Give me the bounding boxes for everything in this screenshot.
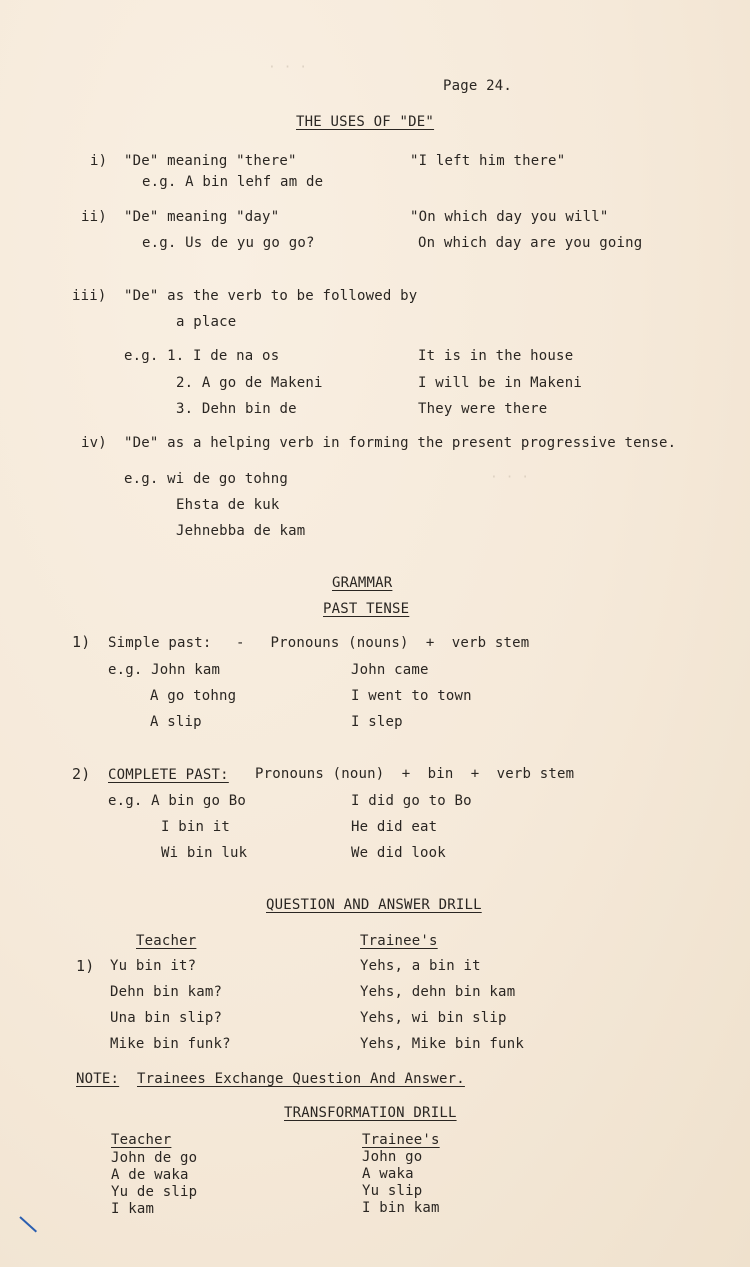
td-col-trainee: Trainee's	[362, 1132, 440, 1148]
section-label: COMPLETE PAST:	[108, 767, 229, 783]
grammar-krio: A go tohng	[150, 688, 237, 704]
note-label: NOTE:	[76, 1071, 120, 1087]
use-heading: "De" as the verb to be followed by	[124, 288, 418, 304]
grammar-krio: Wi bin luk	[161, 845, 248, 861]
qa-question: Una bin slip?	[110, 1010, 223, 1026]
td-teacher: A de waka	[111, 1167, 189, 1183]
qa-answer: Yehs, wi bin slip	[360, 1010, 507, 1026]
qa-answer: Yehs, a bin it	[360, 958, 481, 974]
section-formula: Pronouns (noun) + bin + verb stem	[255, 766, 575, 782]
qa-question: Yu bin it?	[110, 958, 197, 974]
use-heading: "De" as a helping verb in forming the present progressive tense.	[124, 435, 677, 451]
section-number: 2)	[72, 765, 91, 783]
use-heading: "De" meaning "day"	[124, 209, 280, 225]
qa-drill-heading: QUESTION AND ANSWER DRILL	[266, 897, 482, 913]
grammar-english: I slep	[351, 714, 403, 730]
qa-question: Mike bin funk?	[110, 1036, 231, 1052]
grammar-krio: A slip	[150, 714, 202, 730]
page-title: THE USES OF "DE"	[296, 114, 435, 130]
note-text: Trainees Exchange Question And Answer.	[137, 1071, 465, 1087]
transformation-drill-heading: TRANSFORMATION DRILL	[284, 1105, 457, 1121]
grammar-english: We did look	[351, 845, 446, 861]
td-trainee: Yu slip	[362, 1183, 423, 1199]
past-tense-heading: PAST TENSE	[323, 601, 410, 617]
use-heading-translation: "On which day you will"	[410, 209, 609, 225]
qa-answer: Yehs, dehn bin kam	[360, 984, 516, 1000]
grammar-heading: GRAMMAR	[332, 575, 393, 591]
grammar-krio: I bin it	[161, 819, 231, 835]
example-krio: e.g. wi de go tohng	[124, 471, 288, 487]
use-heading-translation: "I left him there"	[410, 153, 566, 169]
example-translation: On which day are you going	[418, 235, 643, 251]
qa-answer: Yehs, Mike bin funk	[360, 1036, 524, 1052]
grammar-krio: e.g. A bin go Bo	[108, 793, 247, 809]
td-trainee: A waka	[362, 1166, 414, 1182]
td-teacher: John de go	[111, 1150, 198, 1166]
section-formula: - Pronouns (nouns) + verb stem	[236, 635, 530, 651]
grammar-english: I did go to Bo	[351, 793, 472, 809]
example-krio: e.g. 1. I de na os	[124, 348, 280, 364]
qa-col-teacher: Teacher	[136, 933, 197, 949]
example-krio: e.g. A bin lehf am de	[142, 174, 324, 190]
example-translation: They were there	[418, 401, 548, 417]
td-trainee: John go	[362, 1149, 423, 1165]
td-teacher: Yu de slip	[111, 1184, 198, 1200]
td-trainee: I bin kam	[362, 1200, 440, 1216]
grammar-english: He did eat	[351, 819, 438, 835]
section-label: Simple past:	[108, 635, 212, 651]
pen-mark	[19, 1216, 37, 1232]
bleed-through-mark: · · ·	[268, 60, 308, 75]
use-heading-line2: a place	[176, 314, 237, 330]
qa-question: Dehn bin kam?	[110, 984, 223, 1000]
td-teacher: I kam	[111, 1201, 155, 1217]
use-heading: "De" meaning "there"	[124, 153, 297, 169]
use-number: i)	[90, 153, 108, 169]
use-number: iii)	[72, 288, 107, 304]
example-translation: I will be in Makeni	[418, 375, 582, 391]
qa-col-trainee: Trainee's	[360, 933, 438, 949]
bleed-through-mark: · · ·	[490, 470, 530, 485]
example-krio: 3. Dehn bin de	[176, 401, 297, 417]
grammar-english: John came	[351, 662, 429, 678]
example-krio: Jehnebba de kam	[176, 523, 306, 539]
grammar-english: I went to town	[351, 688, 472, 704]
section-number: 1)	[72, 633, 91, 651]
example-krio: e.g. Us de yu go go?	[142, 235, 315, 251]
use-number: iv)	[81, 435, 107, 451]
example-translation: It is in the house	[418, 348, 574, 364]
grammar-krio: e.g. John kam	[108, 662, 221, 678]
page-number: Page 24.	[443, 78, 513, 94]
qa-number: 1)	[76, 957, 95, 975]
example-krio: 2. A go de Makeni	[176, 375, 323, 391]
td-col-teacher: Teacher	[111, 1132, 172, 1148]
example-krio: Ehsta de kuk	[176, 497, 280, 513]
use-number: ii)	[81, 209, 107, 225]
